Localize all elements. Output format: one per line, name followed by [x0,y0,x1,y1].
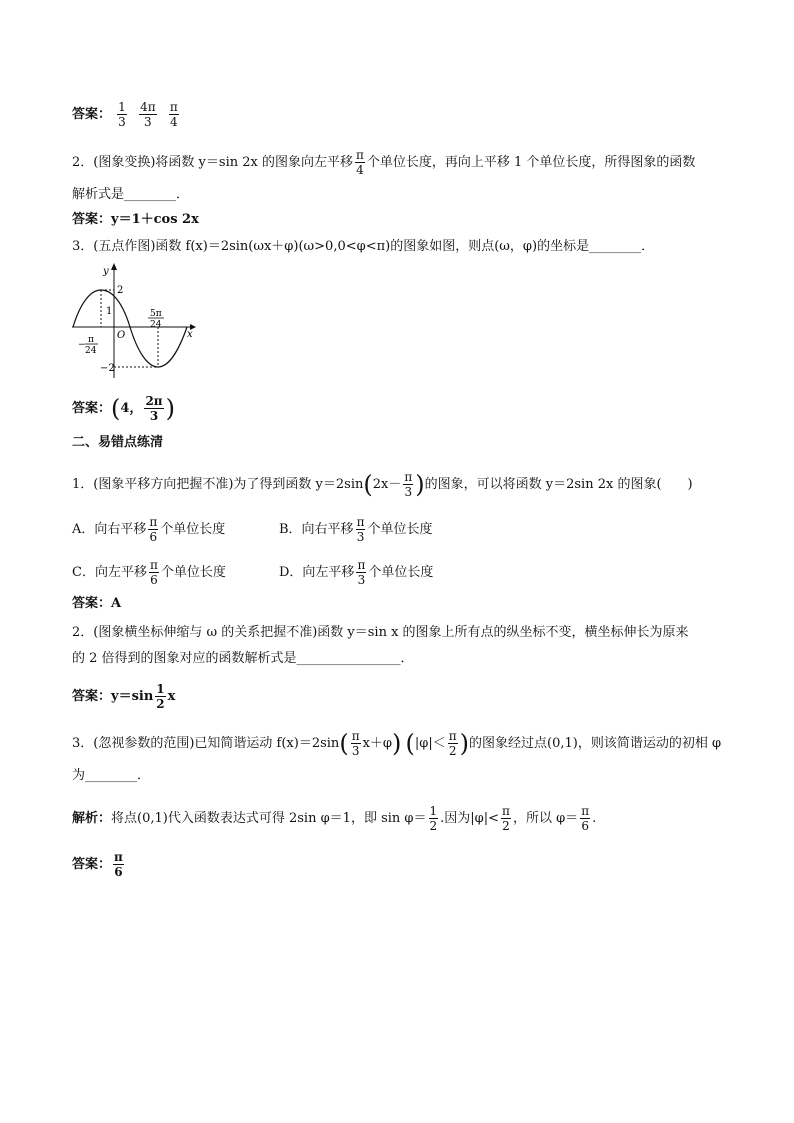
fraction: $\frac{\pi}{4}$ [169,100,178,129]
answer-line-3: 答案：(4， $\frac{2\pi}{3}$ ) [72,394,175,423]
question-2-line-1: 2．(图象变换)将函数 y＝sin 2x 的图象向左平移 $\frac{\pi}{4}$ 个单位长度，再向上平移 1 个单位长度，所得图象的函数 [72,148,696,177]
error-q2-line-2: 的 2 倍得到的图象对应的函数解析式是________________． [72,651,414,666]
answer-label: 答案： [72,107,112,122]
error-q3-line-2: 为________． [72,768,151,783]
x-axis-label: x [187,329,193,340]
option-a: A．向右平移 $\frac{\pi}{6}$ 个单位长度 [72,515,226,544]
option-b: B．向右平移 $\frac{\pi}{3}$ 个单位长度 [279,515,433,544]
tick-label-1: 1 [106,306,113,317]
fraction: $\frac{\pi}{4}$ [355,148,364,177]
question-2-line-2: 解析式是________． [72,187,190,202]
neg-frac-den: 24 [85,346,97,356]
y-axis-label: y [103,266,109,277]
tick-label-neg2: −2 [100,363,115,374]
solution-line: 解析：将点(0,1)代入函数表达式可得 2sin φ＝1，即 sin φ＝ $\frac{1}{2}$ .因为|φ|< $\frac{\pi}{2}$ ，所以 φ＝ $\frac{\pi}{6}$ . [72,804,597,833]
pos-frac-num: 5π [150,309,162,319]
question-3-text: 3．(五点作图)函数 f(x)＝2sin(ωx＋φ)(ω>0,0<φ<π)的图象如图，则点(ω，φ)的坐标是________． [72,239,655,254]
option-d: D．向左平移 $\frac{\pi}{3}$ 个单位长度 [279,558,434,587]
tick-label-2: 2 [117,285,124,296]
neg-sign: − [78,340,86,350]
y-axis-arrow [111,263,117,270]
error-q3-line-1: 3．(忽视参数的范围)已知简谐运动 f(x)＝2sin( $\frac{\pi}{3}$ x＋φ) (|φ|＜ $\frac{\pi}{2}$ )的图象经过点(0,1)，则该简谐运动的初相 φ [72,729,722,758]
error-q1-line: 1．(图象平移方向把握不准)为了得到函数 y＝2sin(2x－ $\frac{\pi}{3}$ )的图象，可以将函数 y＝2sin 2x 的图象( ) [72,470,693,499]
fraction: $\frac{\pi}{3}$ [404,470,413,499]
answer-line-e2: 答案：y＝sin $\frac{1}{2}$ x [72,682,176,711]
answer-line-2: 答案：y＝1＋cos 2x [72,212,199,227]
sine-graph [70,260,200,382]
pos-frac-den: 24 [150,320,162,330]
answer-line-e3: 答案： $\frac{\pi}{6}$ [72,850,123,879]
fraction: $\frac{2\pi}{3}$ [145,394,163,423]
error-q2-line-1: 2．(图象横坐标伸缩与 ω 的关系把握不准)函数 y＝sin x 的图象上所有点的纵坐标不变，横坐标伸长为原来 [72,625,689,640]
answer-line-e1: 答案：A [72,596,122,611]
fraction: $\frac{1}{3}$ [118,100,126,129]
answer-line-1 [72,100,181,129]
origin-label: O [117,330,126,341]
neg-frac-num: π [88,335,94,345]
fraction: $\frac{4\pi}{3}$ [140,100,156,129]
section-title: 二、易错点练清 [72,435,164,450]
option-c: C．向左平移 $\frac{\pi}{6}$ 个单位长度 [72,558,226,587]
